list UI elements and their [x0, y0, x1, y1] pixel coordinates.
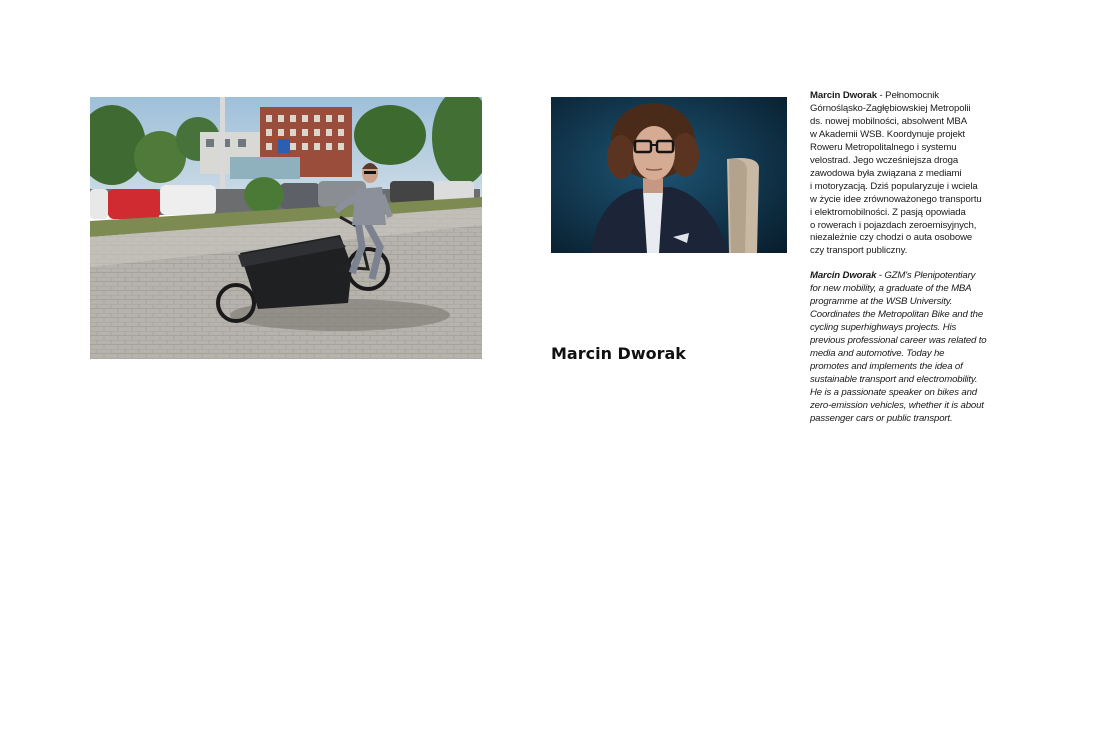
bio-line: sustainable transport and electromobility. [810, 374, 978, 386]
bio-line: w Akademii WSB. Koordynuje projekt [810, 128, 965, 140]
bio-line: Górnośląsko-Zagłębiowskiej Metropolii [810, 102, 971, 114]
portrait-photo [551, 97, 787, 253]
person-name-heading: Marcin Dworak [551, 344, 686, 363]
bio-line: niezależnie czy chodzi o auta osobowe [810, 232, 973, 244]
bio-line: media and automotive. Today he [810, 348, 945, 360]
bio-line: o rowerach i pojazdach zeroemisyjnych, [810, 219, 977, 231]
bio-line: i elektromobilności. Z pasją opowiada [810, 206, 966, 218]
bio-line: previous professional career was related to [810, 335, 987, 347]
portrait-illustration [551, 97, 787, 253]
bio-line: i motoryzacją. Dziś popularyzuje i wciela [810, 180, 978, 192]
bio-line: programme at the WSB University. [810, 296, 953, 308]
bio-line: He is a passionate speaker on bikes and [810, 386, 977, 398]
bio-line: promotes and implements the idea of [810, 361, 963, 373]
bio-line: Roweru Metropolitalnego i systemu [810, 141, 957, 153]
bio-column [810, 90, 994, 424]
bio-line: czy transport publiczny. [810, 245, 908, 257]
bio-line: cycling superhighways projects. His [810, 322, 957, 334]
bio-line: Marcin Dworak - Pełnomocnik [810, 90, 940, 101]
bio-line: for new mobility, a graduate of the MBA [810, 283, 972, 295]
bio-english [810, 270, 994, 424]
bio-line: passenger cars or public transport. [810, 412, 953, 424]
bio-line: velostrad. Jego wcześniejsza droga [810, 154, 959, 166]
cargo-bike-photo [90, 97, 482, 359]
bio-line: Coordinates the Metropolitan Bike and the [810, 309, 984, 321]
bio-line: w życie idee zrównoważonego transportu [810, 193, 982, 205]
bio-name-english: Marcin Dworak [810, 270, 877, 282]
cargo-bike-illustration [90, 97, 482, 359]
bio-polish [810, 90, 994, 258]
bio-name-polish: Marcin Dworak [810, 90, 877, 101]
bio-line: zero-emission vehicles, whether it is about [810, 399, 984, 411]
bio-line: zawodowa była związana z mediami [810, 167, 962, 179]
bio-line: ds. nowej mobilności, absolwent MBA [810, 115, 968, 127]
bio-line: Marcin Dworak - GZM's Plenipotentiary [810, 270, 976, 282]
